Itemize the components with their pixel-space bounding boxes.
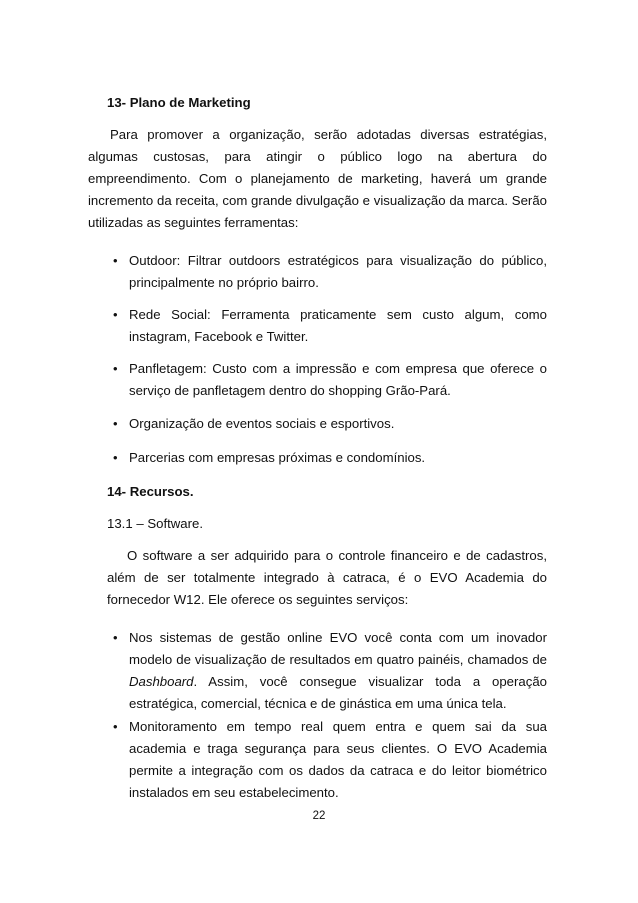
bullet-text-end: . Assim, você consegue visualizar toda a operação estratégica, comercial, técnica e de ginástica em uma única tela. [129, 674, 547, 711]
bullet-icon: • [113, 416, 118, 431]
bullet-text: Panfletagem: Custo com a impressão e com empresa que oferece o serviço de panfletagem dentro do shopping Grão-Pará. [129, 361, 547, 398]
dashboard-term: Dashboard [129, 674, 194, 689]
section-14-title: 14- Recursos. [107, 484, 194, 499]
bullet-icon: • [113, 361, 118, 376]
bullet-icon: • [113, 719, 118, 734]
bullet-text: Rede Social: Ferramenta praticamente sem custo algum, como instagram, Facebook e Twitter. [129, 307, 547, 344]
bullet-icon: • [113, 253, 118, 268]
marketing-bullet-outdoor [107, 250, 547, 294]
software-bullet-dashboard [107, 627, 547, 715]
marketing-bullet-social-network [107, 304, 547, 348]
page-number: 22 [312, 810, 326, 822]
marketing-bullet-partnerships [107, 447, 547, 469]
section-13-intro-paragraph: Para promover a organização, serão adotadas diversas estratégias, algumas custosas, para atingir o público logo na abertura do empreendimento. Com o planejamento de marketing, haverá um grande incremento da receita, com grande divulgação e visualização da marca. Serão utilizadas as seguintes ferramentas: [88, 127, 547, 230]
bullet-text: Organização de eventos sociais e esportivos. [129, 416, 395, 431]
bullet-text: Outdoor: Filtrar outdoors estratégicos para visualização do público, principalmente no próprio bairro. [129, 253, 547, 290]
marketing-bullet-flyers [107, 358, 547, 402]
bullet-text: Parcerias com empresas próximas e condomínios. [129, 450, 426, 465]
section-software-subtitle: 13.1 – Software. [107, 516, 204, 531]
software-bullet-monitoring [107, 716, 547, 804]
bullet-icon: • [113, 630, 118, 645]
bullet-text: Monitoramento em tempo real quem entra e quem sai da sua academia e traga segurança para seus clientes. O EVO Academia permite a integração com os dados da catraca e do leitor biométrico instalados em seu estabelecimento. [129, 719, 547, 800]
marketing-bullet-events [107, 413, 547, 435]
bullet-text [129, 627, 547, 715]
software-paragraph: O software a ser adquirido para o controle financeiro e de cadastros, além de ser totalmente integrado à catraca, é o EVO Academia do fornecedor W12. Ele oferece os seguintes serviços: [107, 548, 547, 607]
bullet-text-start: Nos sistemas de gestão online EVO você conta com um inovador modelo de visualização de resultados em quatro painéis, chamados de [129, 630, 547, 667]
section-13-title: 13- Plano de Marketing [107, 95, 251, 110]
bullet-icon: • [113, 307, 118, 322]
bullet-icon: • [113, 450, 118, 465]
